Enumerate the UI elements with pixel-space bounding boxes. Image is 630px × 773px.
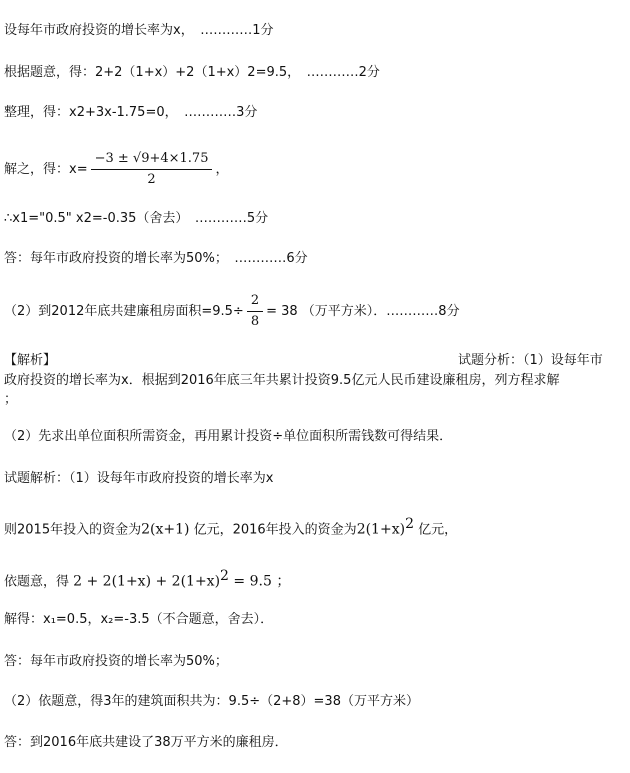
solution-detail-6: （2）依题意，得3年的建筑面积共为：9.5÷（2+8）=38（万平方米）	[4, 694, 419, 709]
analysis-heading: 【解析】	[4, 353, 57, 368]
solution-detail-3: 依题意，得 $2 + 2(1+x) + 2(1+x)^2 = 9.5$ ；	[4, 568, 291, 590]
step-7-suffix: = 38 （万平方米）．…………8分	[266, 304, 460, 319]
solution-step-4	[4, 150, 229, 189]
detail-2-part-a: 则2015年投入的资金为	[4, 522, 142, 538]
detail-2-part-e: 亿元，	[413, 522, 458, 538]
fraction-denominator: 2	[147, 172, 156, 187]
solution-detail-7: 答：到2016年底共建设了38万平方米的廉租房．	[4, 735, 288, 750]
step-7-prefix: （2）到2012年底共建廉租房面积=9.5÷	[4, 304, 244, 319]
detail-2-part-c: 亿元，2016年投入的资金为	[189, 522, 357, 538]
analysis-text-3: （2）先求出单位面积所需资金，再用累计投资÷单位面积所需钱数可得结果．	[4, 429, 453, 444]
area-fraction	[247, 292, 263, 331]
quadratic-formula-fraction	[91, 150, 213, 189]
solution-detail-2: 则2015年投入的资金为2(x+1) 亿元，2016年投入的资金为$2(1+x)^2$ 亿元，	[4, 516, 458, 538]
analysis-intro: 试题分析：（1）设每年市	[458, 353, 603, 368]
fraction-numerator: −3 ± √9+4×1.75	[91, 150, 213, 170]
solution-detail-4: 解得：x₁=0.5，x₂=-3.5（不合题意，舍去）．	[4, 612, 274, 627]
equation-expr: 2 + 2(1+x) + 2(1+x)	[73, 573, 221, 590]
solution-step-6: 答：每年市政府投资的增长率为50%； …………6分	[4, 251, 308, 266]
solution-step-7	[4, 292, 460, 331]
solution-detail-5: 答：每年市政府投资的增长率为50%；	[4, 654, 228, 669]
analysis-text-1: 政府投资的增长率为x．根据到2016年底三年共累计投资9.5亿元人民币建设廉租房，列方程求解	[4, 373, 560, 388]
solution-detail-1: 试题解析：（1）设每年市政府投资的增长率为x	[4, 471, 274, 486]
analysis-text-2: ；	[4, 392, 18, 407]
fraction-denominator: 8	[250, 314, 260, 329]
investment-2015-expr: 2(x+1)	[141, 521, 190, 538]
solution-step-3: 整理，得：x2+3x-1.75=0， …………3分	[4, 105, 258, 120]
solution-step-2: 根据题意，得：2+2（1+x）+2（1+x）2=9.5， …………2分	[4, 65, 380, 80]
investment-2016-expr: 2(1+x)	[356, 521, 406, 538]
step-4-prefix: 解之，得：x=	[4, 162, 88, 177]
detail-3-part-a: 依题意，得	[4, 574, 74, 590]
equation-result: = 9.5 ；	[228, 573, 291, 590]
solution-step-1: 设每年市政府投资的增长率为x， …………1分	[4, 23, 274, 38]
solution-step-5: ∴x1="0.5" x2=-0.35（舍去） …………5分	[4, 211, 269, 226]
fraction-numerator: 2	[247, 292, 263, 312]
step-4-suffix: ，	[215, 162, 229, 177]
